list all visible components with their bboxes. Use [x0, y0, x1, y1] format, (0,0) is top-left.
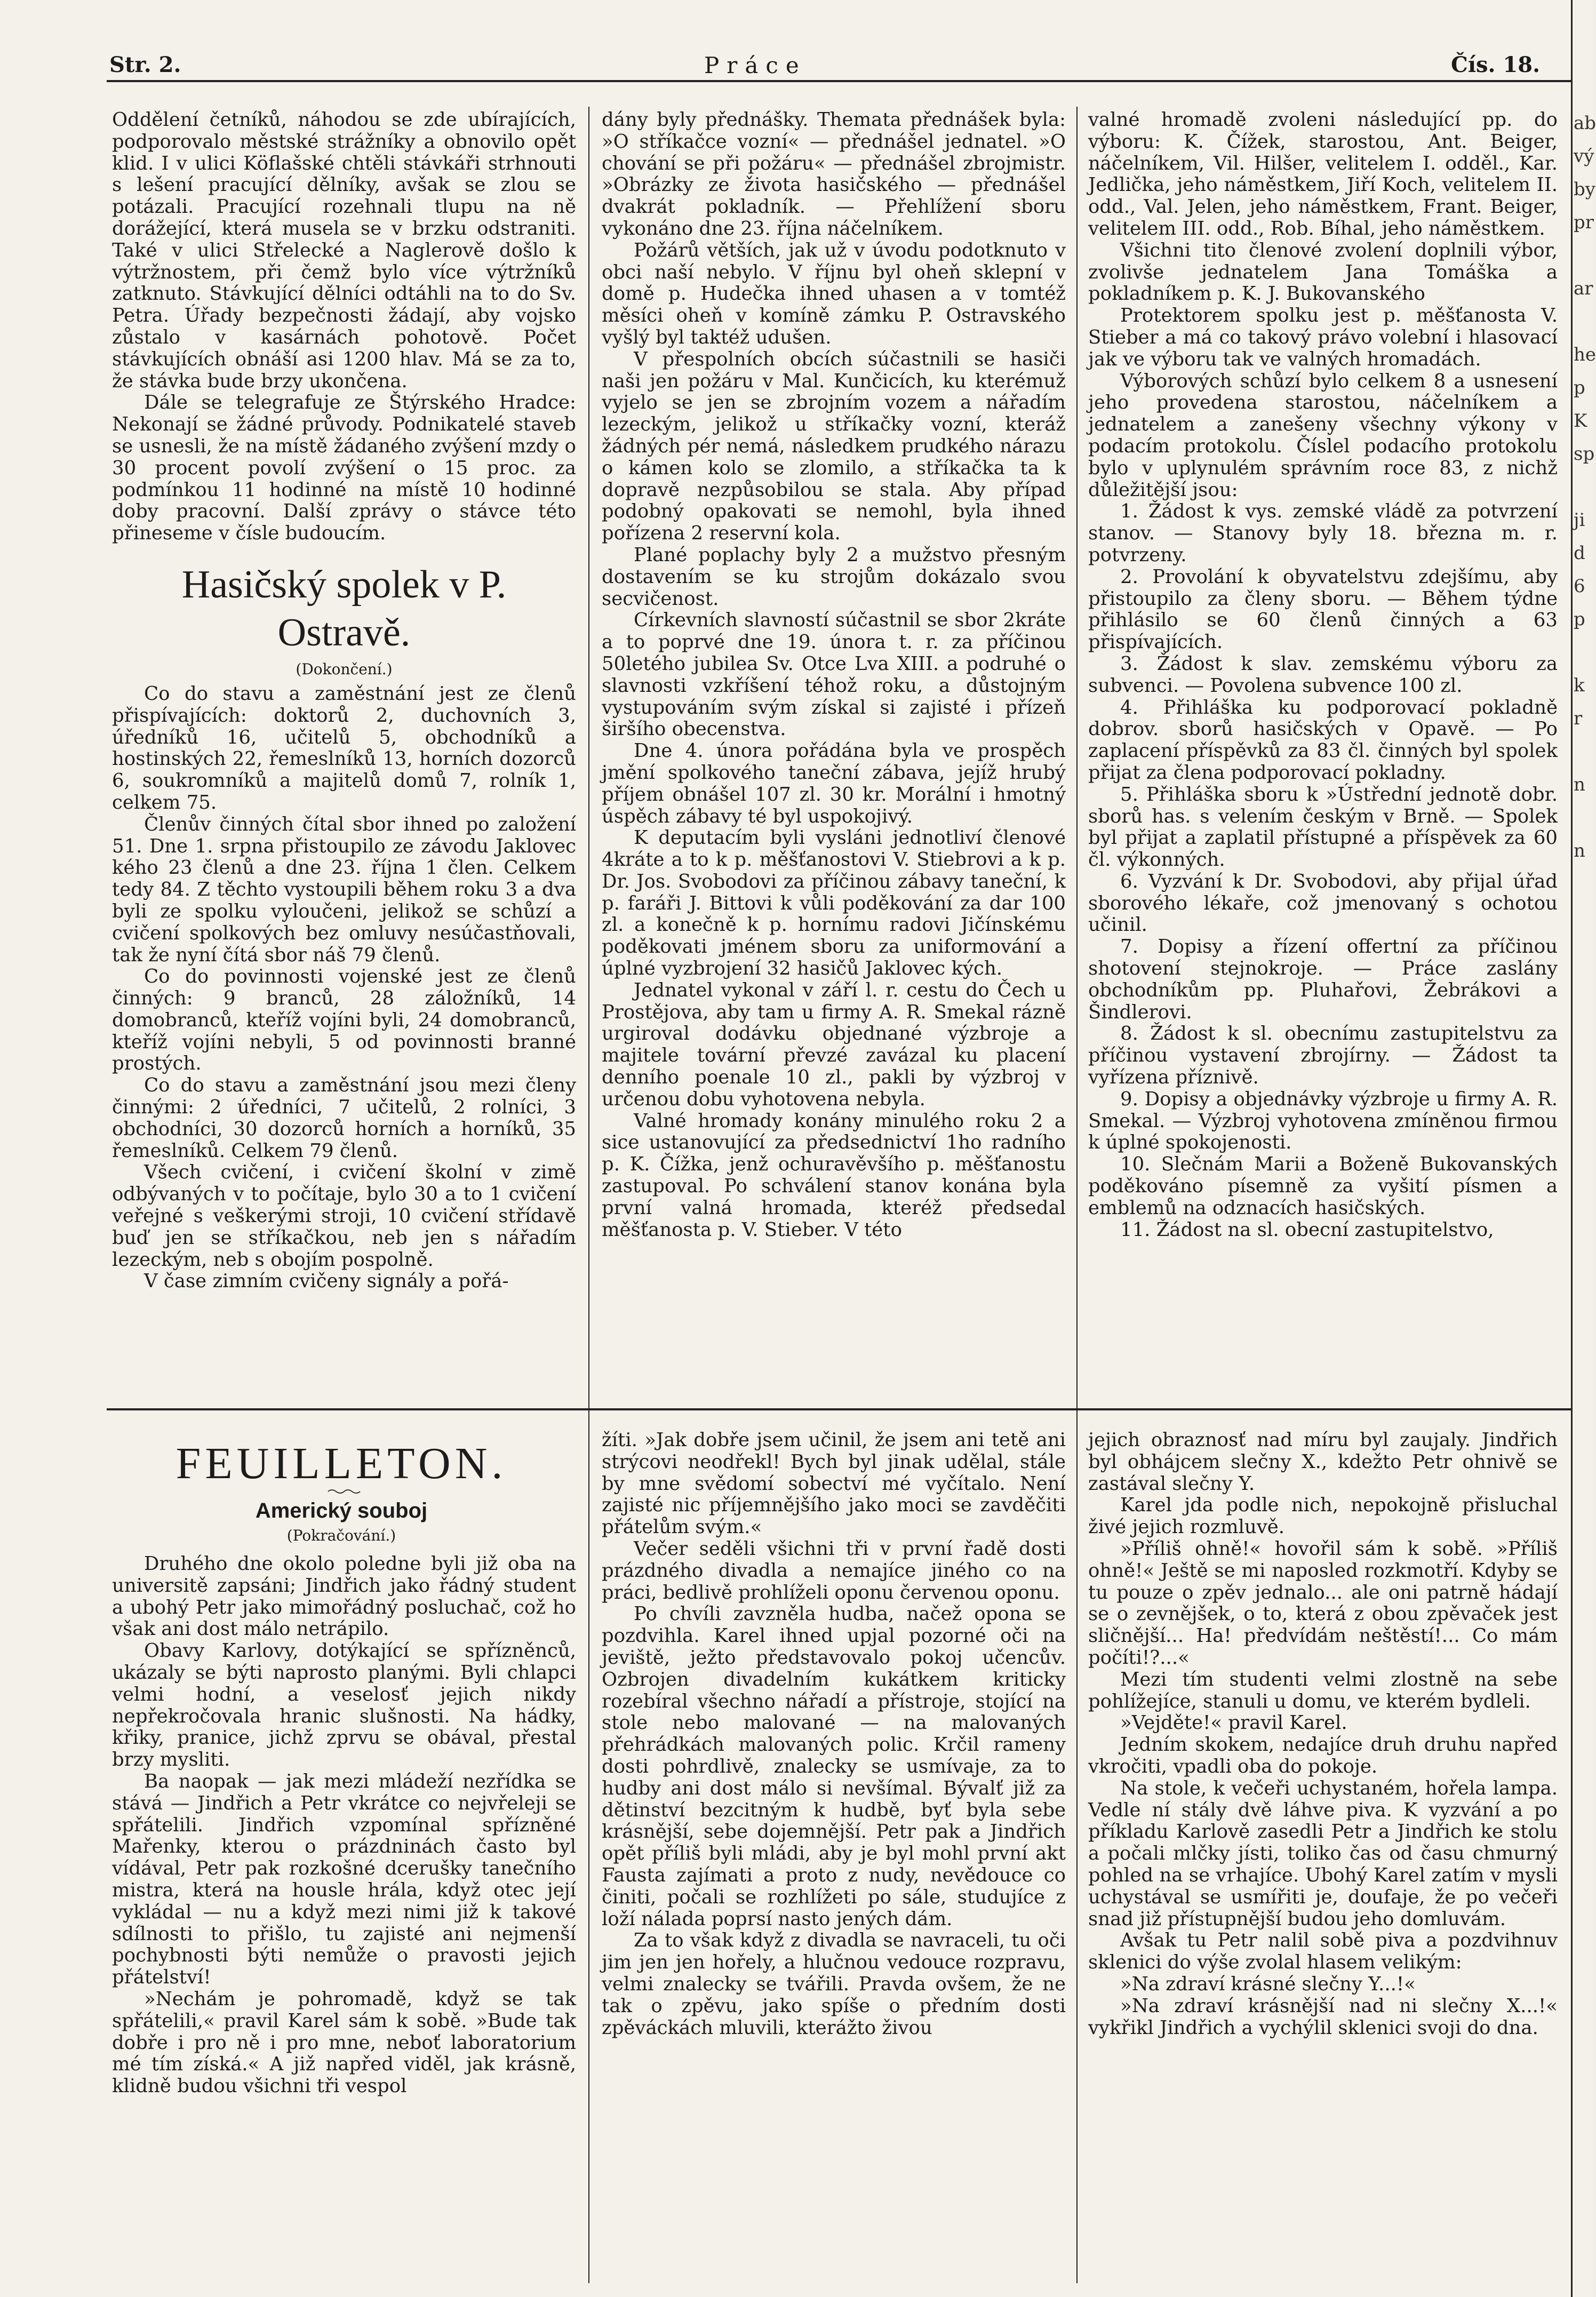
feuilleton-rule [107, 1408, 1571, 1410]
paragraph: Karel jda podle nich, nepokojně přisluchal živé jejich rozmluvě. [1088, 1494, 1558, 1538]
paragraph: 10. Slečnám Marii a Boženě Bukovanských poděkováno písemně za vyšití písmen a emblemů na odznacích hasičských. [1088, 1153, 1558, 1219]
edge-fragment-text: p [1574, 609, 1585, 630]
paragraph: 4. Přihláška ku podporovací pokladně dobrov. sborů hasičských v Opavě. — Po zaplacení příspěvků za 83 čl. činných byl spolek přijat za člena podporovací pokladny. [1088, 696, 1558, 784]
edge-fragment-text: r [1574, 708, 1583, 729]
paragraph: 9. Dopisy a objednávky výzbroje u firmy A. R. Smekal. — Výzbroj vyhotovena zmíněnou firmou k úplné spokojenosti. [1088, 1088, 1558, 1154]
paragraph: 3. Žádost k slav. zemskému výboru za subvenci. — Povolena subvence 100 zl. [1088, 652, 1558, 697]
edge-fragment-text: by [1574, 179, 1595, 200]
paragraph: Jedním skokem, nedajíce druh druhu napřed vkročiti, vpadli oba do pokoje. [1088, 1734, 1558, 1777]
column-divider-2 [1076, 107, 1078, 2283]
paragraph: »Příliš ohně!« hovořil sám k sobě. »Příliš ohně!« Ještě se mi naposled rozkmotří. Kdyby se tu pouze o zpěv jednalo... ale oni patrně hádají se o zevnějšek, o to, která z obou zpěvaček jest sličnější... Ha! předvídám neštěstí!... Co mám počíti!?...« [1088, 1537, 1558, 1669]
paragraph: Protektorem spolku jest p. měšťanosta V. Stieber a má co takový právo volební i hlasovací jak ve výboru tak ve valných hromadách. [1088, 305, 1558, 370]
edge-fragment-text: k [1574, 675, 1585, 696]
paragraph: Po chvíli zavzněla hudba, načež opona se pozdvihla. Karel ihned upjal pozorné oči na jeviště, ježto představovalo pokoj učencův. Ozbrojen divadelním kukátkem kriticky rozebíral všechno nářadí a přístroje, stojící na stole nebo malované — na malovaných přehrádkách malovaných polic. Krčil rameny dosti pohrdlivě, znalecky se usmívaje, za to hudby ani dost málo si nevšímal. Bývalť již za dětinství bezcitným k hudbě, byť byla sebe krásnější, sebe dojemnější. Petr pak a Jindřich opět příliš byli mládi, aby je byl mohl první akt Fausta zajímati a proto z nudy, nevědouce co činiti, počali se rozhlížeti po sále, studujíce z loží nálada poprsí nasto jených dám. [602, 1603, 1066, 1930]
column-3-news [1088, 109, 1558, 1395]
paragraph: »Nechám je pohromadě, když se tak spřátelili,« pravil Karel sám k sobě. »Bude tak dobře i pro ně i pro mne, neboť laboratorium mé tím získá.« A již napřed viděl, jak krásně, klidně budou všichni tři vespol [112, 1988, 576, 2097]
paragraph: Církevních slavností súčastnil se sbor 2kráte a to poprvé dne 19. února t. r. za příčinou 50letého jubilea Sv. Otce Lva XIII. a podruhé o slavnosti vzkříšení téhož roku, a důstojným vystupováním svým získal si zajisté i přízeň širšího obecenstva. [602, 609, 1066, 740]
paragraph: Večer seděli všichni tři v první řadě dosti prázdného divadla a nemajíce jiného co na práci, bedlivě prohlíželi oponu červenou oponu. [602, 1537, 1066, 1604]
paragraph: Avšak tu Petr nalil sobě piva a pozdvihnuv sklenici do výše zvolal hlasem velikým: [1088, 1929, 1558, 1974]
paragraph: 2. Provolání k obyvatelstvu zdejšímu, aby přistoupilo za členy sboru. — Během týdne přihlásilo se 60 členů činných a 63 přispívajících. [1088, 565, 1558, 653]
edge-fragment-text: ab [1574, 113, 1596, 134]
paragraph: V čase zimním cvičeny signály a pořá- [144, 1270, 509, 1293]
paragraph: Všech cvičení, i cvičení školní v zimě odbývaných v to počítaje, bylo 30 a to 1 cvičení veřejné s veškerými stroji, 10 cvičení střídavě buď jen se stříkačkou, neb jen s nářadím lezeckým, neb s obojím pospolně. [112, 1161, 576, 1271]
paragraph: 11. Žádost na sl. obecní zastupitelstvo, [1120, 1218, 1494, 1241]
edge-fragment-text [1574, 305, 1593, 338]
edge-fragment-text: n [1574, 774, 1585, 795]
edge-fragment-text [1574, 801, 1593, 834]
paragraph: V přespolních obcích súčastnili se hasiči naši jen požáru v Mal. Kunčicích, ku kterémuž vyjelo se jen se zbrojním vozem a nářadím lezeckým, jelikož u stříkačky vozní, kteráž žádných pér nemá, následkem prudkého nárazu o kámen kolo se zlomilo, a stříkačka ta k dopravě nezpůsobilou se stala. Aby případ podobný opakovati se nemohl, byla ihned pořízena 2 reservní kola. [602, 348, 1066, 545]
paragraph: 6. Vyzvání k Dr. Svobodovi, aby přijal úřad sborového lékaře, což jmenovaný s ochotou učinil. [1088, 870, 1558, 936]
article-heading: Hasičský spolek v P. Ostravě. [181, 562, 507, 655]
paragraph: Všichni tito členové zvolení doplnili výbor, zvolivše jednatelem Jana Tomáška a pokladníkem p. K. J. Bukovanského [1088, 239, 1558, 305]
column-divider-1 [588, 107, 589, 2283]
paragraph: Valné hromady konány minulého roku 2 a sice ustanovující za předsednictví 1ho radního p. K. Čížka, jenž ochuravěvšího p. měšťanostu zastupoval. Po schválení stanov konána byla první valná hromada, kteréž předsedal měšťanosta p. V. Stieber. V této [602, 1110, 1066, 1241]
edge-fragment-text: pr [1574, 212, 1594, 233]
paragraph: Obavy Karlovy, dotýkající se spřízněnců, ukázaly se býti naprosto planými. Byli chlapci velmi hodní, a veselosť jejich nikdy nepřekročovala hranic slušnosti. Na hádky, křiky, pranice, jichž zprvu se obával, přestal brzy mysliti. [112, 1640, 576, 1771]
edge-fragment-text [1574, 470, 1593, 504]
newspaper-title: Práce [704, 52, 807, 78]
paragraph: Co do stavu a zaměstnání jsou mezi členy činnými: 2 úředníci, 7 učitelů, 2 rolníci, 3 obchodníci, 30 dozorců horních a horníků, 35 řemeslníků. Celkem 79 členů. [112, 1074, 576, 1162]
paragraph: Na stole, k večeři uchystaném, hořela lampa. Vedle ní stály dvě láhve piva. K vyzvání a po příkladu Karlově zasedli Petr a Jindřich ke stolu a počali mlčky jísti, toliko čas od času chmurný pohled na se vrhajíce. Ubohý Karel zatím v mysli uchystával se usmířiti je, doufaje, že po večeři snad již přístupnější budou jeho domluvám. [1088, 1777, 1558, 1930]
paragraph: žíti. »Jak dobře jsem učinil, že jsem ani tetě ani strýcovi neodřekl! Bych byl jinak udělal, stále by mne svědomí sobectví mé vyčítalo. Není zajisté nic příjemnějšího jako moci se zavděčiti přátelům svým.« [602, 1429, 1066, 1538]
right-border [1571, 0, 1573, 2297]
paragraph: 1. Žádost k vys. zemské vládě za potvrzení stanov. — Stanovy byly 18. března m. r. potvrzeny. [1088, 500, 1558, 566]
edge-fragment-text: d [1574, 543, 1585, 564]
edge-fragment-text: he [1574, 344, 1596, 365]
paragraph: Za to však když z divadla se navraceli, tu oči jim jen jen hořely, a hlučnou vedouce rozpravu, velmi znalecky se tvářili. Pravda ovšem, že ne tak o zpěvu, jako spíše o předním dosti zpěváckách mluvili, kterážto živou [602, 1929, 1066, 2039]
edge-fragment-text: n [1574, 840, 1585, 862]
paragraph: »Na zdraví krásné slečny Y...!« [1120, 1973, 1416, 1995]
paragraph: Požárů větších, jak už v úvodu podotknuto v obci naší nebylo. V říjnu byl oheň sklepní v domě p. Hudečka ihned uhasen a v tomtéž měsíci oheň v komíně zámku P. Ostravského vyšlý byl taktéž udušen. [602, 239, 1066, 348]
edge-fragment-text: p [1574, 377, 1585, 398]
feuilleton-heading: FEUILLETON. [175, 1439, 507, 1488]
adjacent-page-fragment [1574, 107, 1596, 2134]
paragraph: Výborových schůzí bylo celkem 8 a usnesení jeho provedena starostou, náčelníkem a jednatelem a zanešeny všechny výkony v podacím protokolu. Číslel podacího protokolu bylo v uplynulém správním roce 83, z nichž důležitější jsou: [1088, 370, 1558, 501]
edge-fragment-text: 6 [1574, 576, 1585, 597]
paragraph: Oddělení četníků, náhodou se zde ubírajících, podporovalo městské strážníky a obnovilo opět klid. I v ulici Köflašské chtěli stávkáři strhnouti s lešení pracující dělníky, avšak se zlou se potázali. Pracující rozehnali tlupu na ně dorážející, která musela se v brzku odstraniti. Také v ulici Střelecké a Naglerově došlo k výtržnostem, při čemž bylo více výtržníků zatknuto. Stávkující dělníci odtáhli na to do Sv. Petra. Úřady bezpečnosti žádají, aby vojsko zůstalo v kasárnách pohotově. Počet stávkujících obnáší asi 1200 hlav. Má se za to, že stávka bude brzy ukončena. [112, 109, 576, 392]
edge-fragment-text: ar [1574, 278, 1593, 299]
paragraph: Dne 4. února pořádána byla ve prospěch jmění spolkového taneční zábava, jejíž hrubý příjem obnášel 107 zl. 30 kr. Morální i hmotný úspěch zábavy té byl uspokojivý. [602, 740, 1066, 827]
paragraph: 5. Přihláška sboru k »Ústřední jednotě dobr. sborů has. s velením českým v Brně. — Spolek byl přijat a zaplatil přístupné a příspěvek za 60 čl. výkonných. [1088, 783, 1558, 871]
edge-fragment-text: vý [1574, 146, 1594, 167]
paragraph: »Na zdraví krásnější nad ni slečny X...!« vykřikl Jindřich a vychýlil sklenici svoji do dna. [1088, 1995, 1558, 2039]
paragraph: valné hromadě zvoleni následující pp. do výboru: K. Čížek, starostou, Ant. Beiger, náčelníkem, Vil. Hilšer, velitelem I. odděl., Kar. Jedlička, jeho náměstkem, Jiří Koch, velitelem II. odd., Val. Jelen, jeho náměstkem, Frant. Beiger, velitelem III. odd., Rob. Bíhal, jeho náměstkem. [1088, 109, 1558, 240]
column-2-news [602, 109, 1066, 1395]
ornament-squiggle [328, 1488, 360, 1495]
paragraph: Dále se telegrafuje ze Štýrského Hradce: Nekonají se žádné průvody. Podnikatelé staveb se usnesli, že na místě žádaného zvýšení mzdy o 30 procent povolí zvýšení o 15 proc. za podmínkou 11 hodinné na místě 10 hodinné doby pracovní. Další zprávy o stávce této přineseme v čísle budoucím. [112, 392, 576, 545]
paragraph: »Vejděte!« pravil Karel. [1120, 1712, 1347, 1734]
story-subtitle: (Pokračování.) [286, 1527, 396, 1544]
header-rule [107, 80, 1571, 82]
paragraph: Co do povinnosti vojenské jest ze členů činných: 9 branců, 28 záložníků, 14 domobranců, kteříž vojíni byli, 24 domobranců, kteříž vojíni nebyli, 5 od povinnosti branné prostých. [112, 966, 576, 1075]
paragraph: Mezi tím studenti velmi zlostně na sebe pohlížejíce, stanuli u domu, ve kterém bydleli. [1088, 1668, 1558, 1712]
paragraph: Ba naopak — jak mezi mládeží nezřídka se stává — Jindřich a Petr vkrátce co nejvřeleji se spřátelili. Jindřich vzpomínal spřízněné Mařenky, kterou o prázdninách často byl vídával, Petr pak rozkošné dcerušky tanečního mistra, která na housle hrála, když otec její vykládal — nu a když mezi nimi již k takové sdílnosti to přišlo, tu zajisté ani nejmenší pochybnosti býti nemůže o pravosti jejich přátelství! [112, 1770, 576, 1989]
edge-fragment-text [1574, 239, 1593, 272]
paragraph: jejich obraznosť nad míru byl zaujaly. Jindřich byl obhájcem slečny X., kdežto Petr ohnivě se zastával slečny Y. [1088, 1429, 1558, 1495]
feuilleton-column-3 [1088, 1430, 1558, 2280]
paragraph: Členův činných čítal sbor ihned po založení 51. Dne 1. srpna přistoupilo ze závodu Jaklovec kého 23 členů a dne 23. října 1 člen. Celkem tedy 84. Z těchto vystoupili během roku 3 a dva byli ze spolku vyloučeni, jelikož se schůzí a cvičení spolkových bez omluvy nesúčastňovali, tak že nyní čítá sbor náš 79 členů. [112, 813, 576, 966]
paragraph: K deputacím byli vysláni jednotliví členové 4kráte a to k p. měšťanostovi V. Stiebrovi a k p. Dr. Jos. Svobodovi za příčinou zábavy taneční, k p. faráři J. Bittovi k vůli poděkování za dar 100 zl. a konečně k p. hornímu radovi Jičínskému poděkovati jménem sboru za uniformování a úplné vyzbrojení 32 hasičů Jaklovec kých. [602, 827, 1066, 980]
article-subheading: (Dokončení.) [296, 660, 393, 678]
paragraph: 8. Žádost k sl. obecnímu zastupitelstvu za příčinou vystavení zbrojírny. — Žádost ta vyřízena příznivě. [1088, 1023, 1558, 1089]
edge-fragment-text [1574, 735, 1593, 768]
feuilleton-column-1 [112, 1553, 576, 2279]
paragraph: Jednatel vykonal v září l. r. cestu do Čech u Prostějova, aby tam u firmy A. R. Smekal rázně urgiroval dodávku objednané výzbroje a majitele tovární převzé zavázal ku placení denního poenale 10 zl., pakli by výzbroj v určenou dobu vyhotovena nebyla. [602, 979, 1066, 1110]
paragraph: Co do stavu a zaměstnání jest ze členů přispívajících: doktorů 2, duchovních 3, úředníků 16, učitelů 5, obchodníků a hostinských 22, řemeslníků 13, horních dozorců 6, soukromníků a majitelů domů 7, rolník 1, celkem 75. [112, 682, 576, 813]
paragraph: dány byly přednášky. Themata přednášek byla: »O stříkačce vozní« — přednášel jednatel. »O chování se při požáru« — přednášel zbrojmistr. »Obrázky ze života hasičského — přednášel dvakrát pokladník. — Přehlížení sboru vykonáno dne 23. října náčelníkem. [602, 109, 1066, 240]
feuilleton-column-2 [602, 1430, 1066, 2280]
edge-fragment-text [1574, 636, 1593, 669]
story-title: Americký souboj [255, 1499, 428, 1522]
paragraph: Druhého dne okolo poledne byli již oba na universitě zapsáni; Jindřich jako řádný student a ubohý Petr jako mimořádný posluchač, což ho však ani dost málo netrápilo. [112, 1553, 576, 1640]
page-number: Str. 2. [109, 52, 181, 77]
column-1-news [112, 109, 576, 1395]
issue-number: Čís. 18. [1451, 52, 1540, 77]
edge-fragment-text: ji [1574, 509, 1585, 531]
edge-fragment-text: K [1574, 410, 1587, 432]
paragraph: 7. Dopisy a řízení offertní za příčinou shotovení stejnokroje. — Práce zaslány obchodníkům pp. Pluhařovi, Žebrákovi a Šindlerovi. [1088, 936, 1558, 1023]
paragraph: Plané poplachy byly 2 a mužstvo přesným dostavením se ku strojům dokázalo svou secvičenost. [602, 544, 1066, 610]
edge-fragment-text: sp [1574, 443, 1595, 465]
